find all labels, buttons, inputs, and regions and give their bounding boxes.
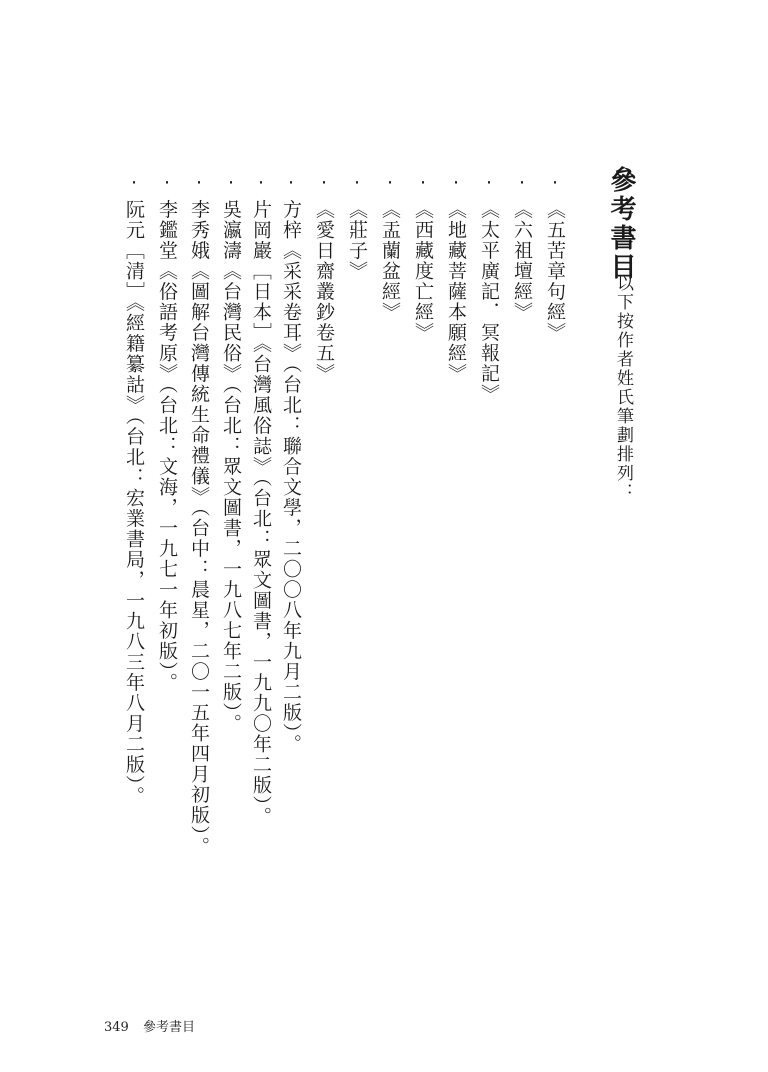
page-number: 349 [104,1020,129,1035]
bibliography-entry [411,172,435,343]
bibliography-entry [279,172,303,755]
entry-text: 《五苦章句經》 [544,199,566,343]
bibliography-entry [510,172,534,323]
bibliography-entry [187,172,211,857]
entry-text: 《太平廣記．冥報記》 [478,199,500,405]
bullet-mark: · [313,172,335,196]
entry-text: 《六祖壇經》 [511,199,533,323]
bibliography-entry [122,172,146,807]
entry-text: 方梓《采采卷耳》（台北：聯合文學，二〇〇八年九月二版）。 [280,199,302,755]
entry-text: 《西藏度亡經》 [412,199,434,343]
entry-text: 《莊子》 [346,199,368,282]
running-title: 參考書目 [142,1020,195,1035]
entry-text: 《地藏菩薩本願經》 [445,199,467,384]
entry-text: 李鑑堂《俗語考原》（台北：文海，一九七一年初版）。 [156,199,178,693]
bullet-mark: · [511,172,533,196]
bibliography-entry [477,172,501,405]
entry-text: 阮元［清］《經籍纂詁》（台北：宏業書局，一九八三年八月二版）。 [123,199,145,807]
entry-text: 吳瀛濤《台灣民俗》（台北：眾文圖書，一九八七年二版）。 [220,199,242,734]
bibliography-entry [249,172,273,827]
bullet-mark: · [544,172,566,196]
entry-text: 李秀娥《圖解台灣傳統生命禮儀》（台中：晨星，二〇一五年四月初版）。 [188,199,210,857]
bullet-mark: · [250,172,272,196]
bibliography-entry [219,172,243,734]
entry-text: 《愛日齋叢鈔卷五》 [313,199,335,384]
bibliography-entry [543,172,567,343]
bullet-mark: · [280,172,302,196]
bibliography-entry [312,172,336,384]
bullet-mark: · [188,172,210,196]
bibliography-entry [444,172,468,384]
bibliography-entry [345,172,369,282]
bullet-mark: · [478,172,500,196]
bullet-mark: · [379,172,401,196]
bullet-mark: · [346,172,368,196]
bullet-mark: · [412,172,434,196]
bullet-mark: · [156,172,178,196]
entry-text: 《盂蘭盆經》 [379,199,401,323]
bibliography-entry [155,172,179,693]
page-title: 參考書目 [606,166,636,282]
bullet-mark: · [123,172,145,196]
entry-text: 片岡巖［日本］《台灣風俗誌》（台北：眾文圖書，一九九〇年二版）。 [250,199,272,827]
bullet-mark: · [445,172,467,196]
bibliography-entry [378,172,402,323]
page-subtitle: 以下按作者姓氏筆劃排列： [613,274,633,502]
bullet-mark: · [220,172,242,196]
page-footer [104,1016,195,1035]
